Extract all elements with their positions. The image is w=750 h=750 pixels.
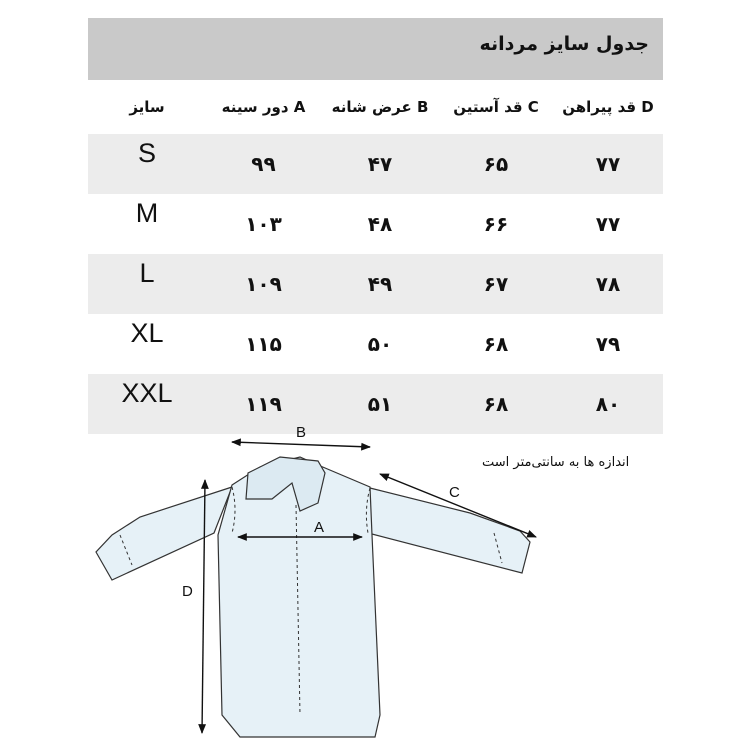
header-sleeve: C قد آستین [453, 98, 539, 116]
size-cell: XL [130, 318, 164, 348]
header-size: سایز [129, 98, 165, 116]
header-row [88, 80, 663, 134]
size-cell: M [135, 198, 159, 228]
chest-cell: ۱۱۹ [206, 374, 321, 434]
shirt-diagram [0, 415, 750, 750]
shoulder-cell: ۴۹ [321, 254, 439, 314]
header-shoulder: B عرض شانه [331, 98, 429, 116]
table-row [88, 194, 663, 254]
title-bar [88, 18, 663, 80]
size-cell: S [88, 134, 206, 194]
units-note: اندازه ها به سانتی‌متر است [482, 455, 630, 470]
size-cell: XXL [88, 374, 206, 434]
sleeve-cell: ۶۶ [483, 212, 509, 236]
chest-cell: ۱۱۵ [245, 332, 282, 356]
sleeve-cell: ۶۸ [439, 374, 553, 434]
length-cell: ۸۰ [553, 374, 663, 434]
table-row [88, 134, 663, 194]
label-a: A [314, 519, 325, 536]
page-title: جدول سایز مردانه [479, 33, 649, 55]
length-cell: ۷۷ [595, 212, 621, 236]
size-cell: L [88, 254, 206, 314]
shoulder-arrow [232, 442, 370, 447]
sleeve-cell: ۶۷ [439, 254, 553, 314]
header-chest: A دور سینه [221, 98, 306, 116]
shoulder-cell: ۵۱ [321, 374, 439, 434]
sleeve-cell: ۶۵ [439, 134, 553, 194]
chest-cell: ۱۰۳ [245, 212, 282, 236]
chest-cell: ۱۰۹ [206, 254, 321, 314]
sleeve-cell: ۶۸ [483, 332, 509, 356]
label-d: D [182, 583, 193, 600]
length-cell: ۷۷ [553, 134, 663, 194]
table-row [88, 314, 663, 374]
length-cell: ۷۹ [595, 332, 621, 356]
size-table [88, 80, 663, 434]
shoulder-cell: ۴۸ [367, 212, 393, 236]
header-shirt-length: D قد پیراهن [562, 98, 654, 116]
shoulder-cell: ۵۰ [367, 332, 393, 356]
table-row [88, 254, 663, 314]
label-c: C [449, 484, 460, 501]
label-b: B [296, 424, 307, 441]
shoulder-cell: ۴۷ [321, 134, 439, 194]
length-cell: ۷۸ [553, 254, 663, 314]
shirt-outline-icon [96, 457, 530, 737]
chest-cell: ۹۹ [206, 134, 321, 194]
